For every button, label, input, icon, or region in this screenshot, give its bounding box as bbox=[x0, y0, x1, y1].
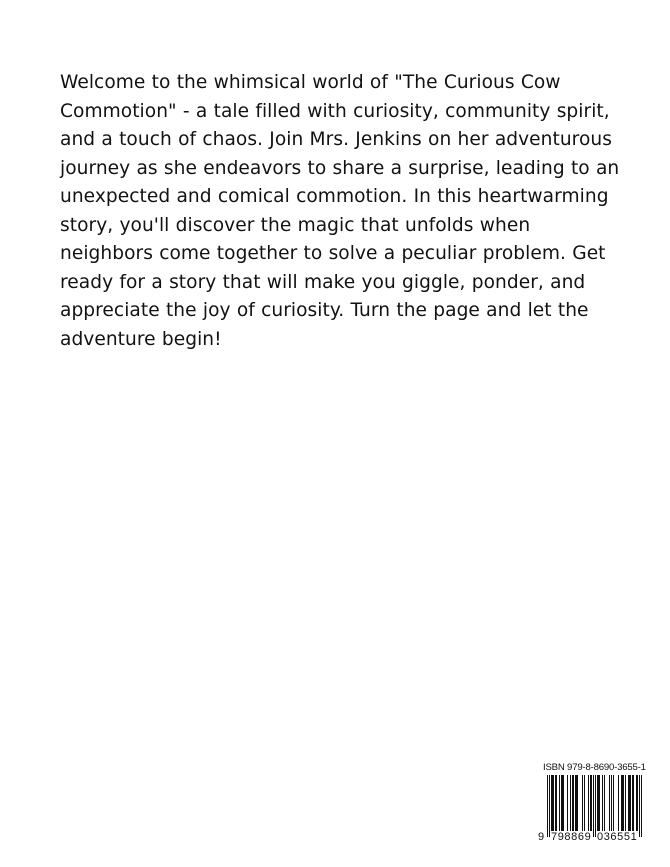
back-cover-blurb: Welcome to the whimsical world of "The Curious Cow Commotion" - a tale filled with curiosity, community spirit, and a touch of chaos. Join Mrs. Jenkins on her adventurous journey as she endeavors to share a surprise, leading to an unexpected and comical commotion. In this heartwarming story, you'll discover the magic that unfolds when neighbors come together to solve a peculiar problem. Get ready for a story that will make you giggle, ponder, and appreciate the joy of curiosity. Turn the page and let the adventure begin! bbox=[60, 72, 620, 350]
barcode-bar bbox=[604, 775, 605, 831]
barcode-bar bbox=[561, 775, 564, 831]
barcode-bar bbox=[602, 775, 603, 831]
barcode-bar bbox=[632, 775, 634, 831]
barcode-bar bbox=[582, 775, 583, 831]
barcode-guard-bar bbox=[549, 775, 550, 837]
barcode-bar bbox=[584, 775, 585, 831]
barcode-guard-bar bbox=[593, 775, 594, 837]
barcode-bar bbox=[575, 775, 578, 831]
barcode-guard-bar bbox=[641, 775, 642, 837]
barcode-guard-bar bbox=[595, 775, 596, 837]
barcode-bar bbox=[625, 775, 626, 831]
barcode-bar bbox=[618, 775, 619, 831]
barcode-bar bbox=[613, 775, 614, 831]
barcode-left-digits: 798869 bbox=[551, 831, 592, 843]
isbn-barcode bbox=[537, 753, 644, 849]
barcode-bar bbox=[588, 775, 589, 831]
isbn-label: ISBN 979-8-8690-3655-1 bbox=[543, 762, 646, 773]
barcode-right-digits: 036551 bbox=[597, 831, 638, 843]
barcode-bar bbox=[555, 775, 557, 831]
barcode-bar bbox=[597, 775, 600, 831]
barcode-bar bbox=[609, 775, 610, 831]
barcode-bar bbox=[572, 775, 574, 831]
barcode-bar bbox=[590, 775, 592, 831]
barcode-bar bbox=[636, 775, 638, 831]
barcode-guard-bar bbox=[547, 775, 548, 837]
barcode-bar bbox=[559, 775, 560, 831]
barcode-bar bbox=[570, 775, 571, 831]
barcode-bar bbox=[567, 775, 568, 831]
barcode-bar bbox=[621, 775, 624, 831]
barcode-bar bbox=[628, 775, 631, 831]
barcode-digits bbox=[537, 831, 644, 845]
barcode-first-digit: 9 bbox=[538, 831, 545, 843]
barcode-bar bbox=[611, 775, 612, 831]
barcode-guard-bar bbox=[639, 775, 640, 837]
barcode-bar bbox=[551, 775, 554, 831]
